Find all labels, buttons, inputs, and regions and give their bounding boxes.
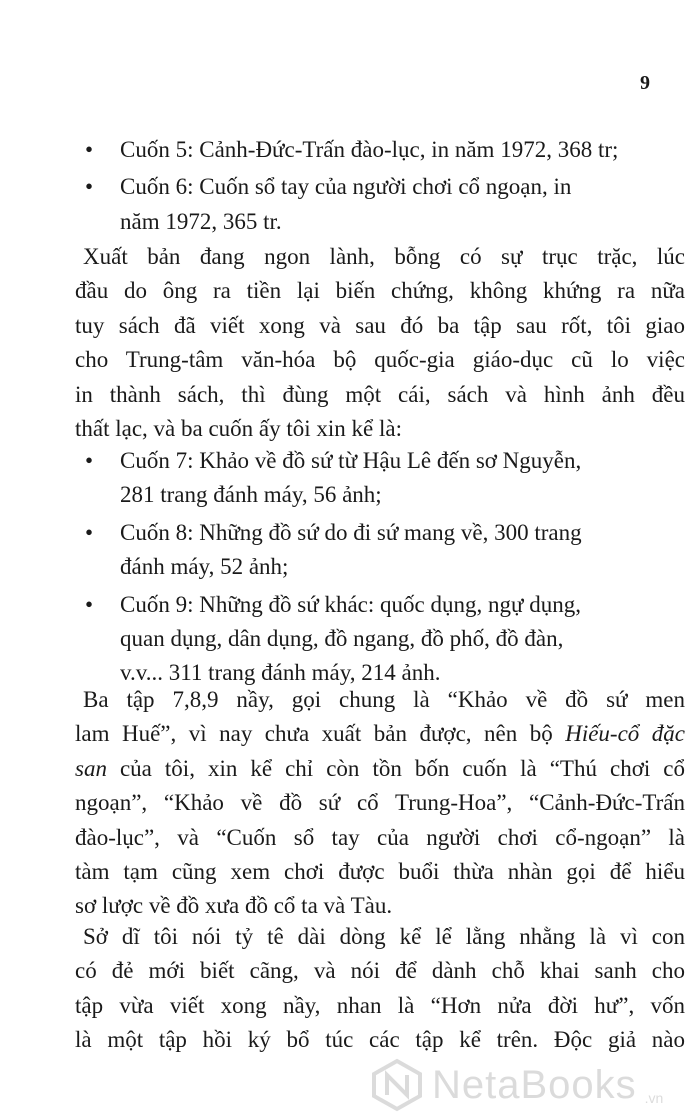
- bullet: •: [85, 174, 94, 200]
- paragraph-2: [75, 683, 685, 924]
- paragraph-line: đầu do ông ra tiền lại biến chứng, không khứng ra nữa: [75, 278, 685, 304]
- book-title-italic: Hiếu-cổ đặc: [565, 721, 685, 747]
- paragraph-line: [75, 752, 685, 786]
- list-item-line: Cuốn 9: Những đồ sứ khác: quốc dụng, ngự dụng,: [120, 591, 581, 617]
- bullet: •: [85, 519, 94, 545]
- paragraph-line: Ba tập 7,8,9 nầy, gọi chung là “Khảo về đồ sứ men: [83, 687, 685, 712]
- paragraph-line: tuy sách đã viết xong và sau đó ba tập sau rốt, tôi giao: [75, 312, 685, 338]
- list-item: [85, 588, 685, 691]
- list-item-line: năm 1972, 365 tr.: [120, 208, 282, 234]
- list-item: [85, 133, 685, 167]
- paragraph-line: tập vừa viết xong nầy, nhan là “Hơn nửa đời hư”, vốn: [75, 992, 685, 1018]
- paragraph-line: [75, 717, 685, 751]
- list-item: [85, 444, 685, 513]
- paragraph-line: cho Trung-tâm văn-hóa bộ quốc-gia giáo-dục cũ lo việc: [75, 347, 685, 373]
- paragraph-line: in thành sách, thì đùng một cái, sách và hình ảnh đều: [75, 381, 685, 407]
- book-list-2: [85, 444, 685, 691]
- paragraph-line: có đẻ mới biết cãng, và nói để dành chỗ khai sanh cho: [75, 958, 685, 984]
- list-item-line: Cuốn 6: Cuốn sổ tay của người chơi cổ ngoạn, in: [120, 174, 572, 200]
- list-item-line: v.v... 311 trang đánh máy, 214 ảnh.: [120, 660, 441, 686]
- paragraph-line: tàm tạm cũng xem chơi được buổi thừa nhàn gọi để hiểu: [75, 859, 685, 885]
- paragraph-text: của tôi, xin kể chỉ còn tồn bốn cuốn là “Thú chơi cổ: [106, 755, 685, 781]
- paragraph-1: [75, 240, 685, 446]
- paragraph-line: sơ lược về đồ xưa đồ cổ ta và Tàu.: [75, 893, 393, 919]
- list-item-line: đánh máy, 52 ảnh;: [120, 554, 289, 580]
- list-item-line: Cuốn 8: Những đồ sứ do đi sứ mang về, 300 trang: [120, 519, 582, 545]
- paragraph-line: thất lạc, và ba cuốn ấy tôi xin kể là:: [75, 416, 402, 442]
- watermark-logo-icon: [370, 1058, 424, 1112]
- bullet: •: [85, 448, 94, 473]
- list-item-line: Cuốn 5: Cảnh-Đức-Trấn đào-lục, in năm 1972, 368 tr;: [120, 137, 619, 162]
- list-item-line: quan dụng, dân dụng, đồ ngang, đồ phố, đồ đàn,: [120, 626, 564, 652]
- paragraph-line: đào-lục”, và “Cuốn sổ tay của người chơi cổ-ngoạn” là: [75, 824, 685, 850]
- book-list-1: [85, 133, 685, 239]
- paragraph-line: ngoạn”, “Khảo về đồ sứ cổ Trung-Hoa”, “Cảnh-Đức-Trấn: [75, 790, 685, 816]
- watermark-suffix: .vn: [644, 1090, 664, 1106]
- paragraph-line: Sở dĩ tôi nói tỷ tê dài dòng kể lể lằng nhằng là vì con: [83, 924, 685, 949]
- paragraph-text: lam Huế”, vì nay chưa xuất bản được, nên bộ: [75, 721, 566, 747]
- watermark-text: NetaBooks: [432, 1062, 637, 1107]
- paragraph-line: là một tập hồi ký bổ túc các tập kể trên. Độc giả nào: [75, 1027, 685, 1053]
- paragraph-line: Xuất bản đang ngon lành, bỗng có sự trục trặc, lúc: [83, 244, 685, 269]
- bullet: •: [85, 137, 94, 162]
- bullet: •: [85, 591, 94, 617]
- page-number: 9: [640, 72, 650, 94]
- paragraph-3: [75, 920, 685, 1058]
- list-item-line: Cuốn 7: Khảo về đồ sứ từ Hậu Lê đến sơ Nguyễn,: [120, 448, 582, 473]
- list-item-line: 281 trang đánh máy, 56 ảnh;: [120, 482, 382, 508]
- book-title-italic: san: [75, 755, 107, 781]
- watermark: [370, 1050, 700, 1120]
- list-item: [85, 170, 685, 239]
- list-item: [85, 516, 685, 585]
